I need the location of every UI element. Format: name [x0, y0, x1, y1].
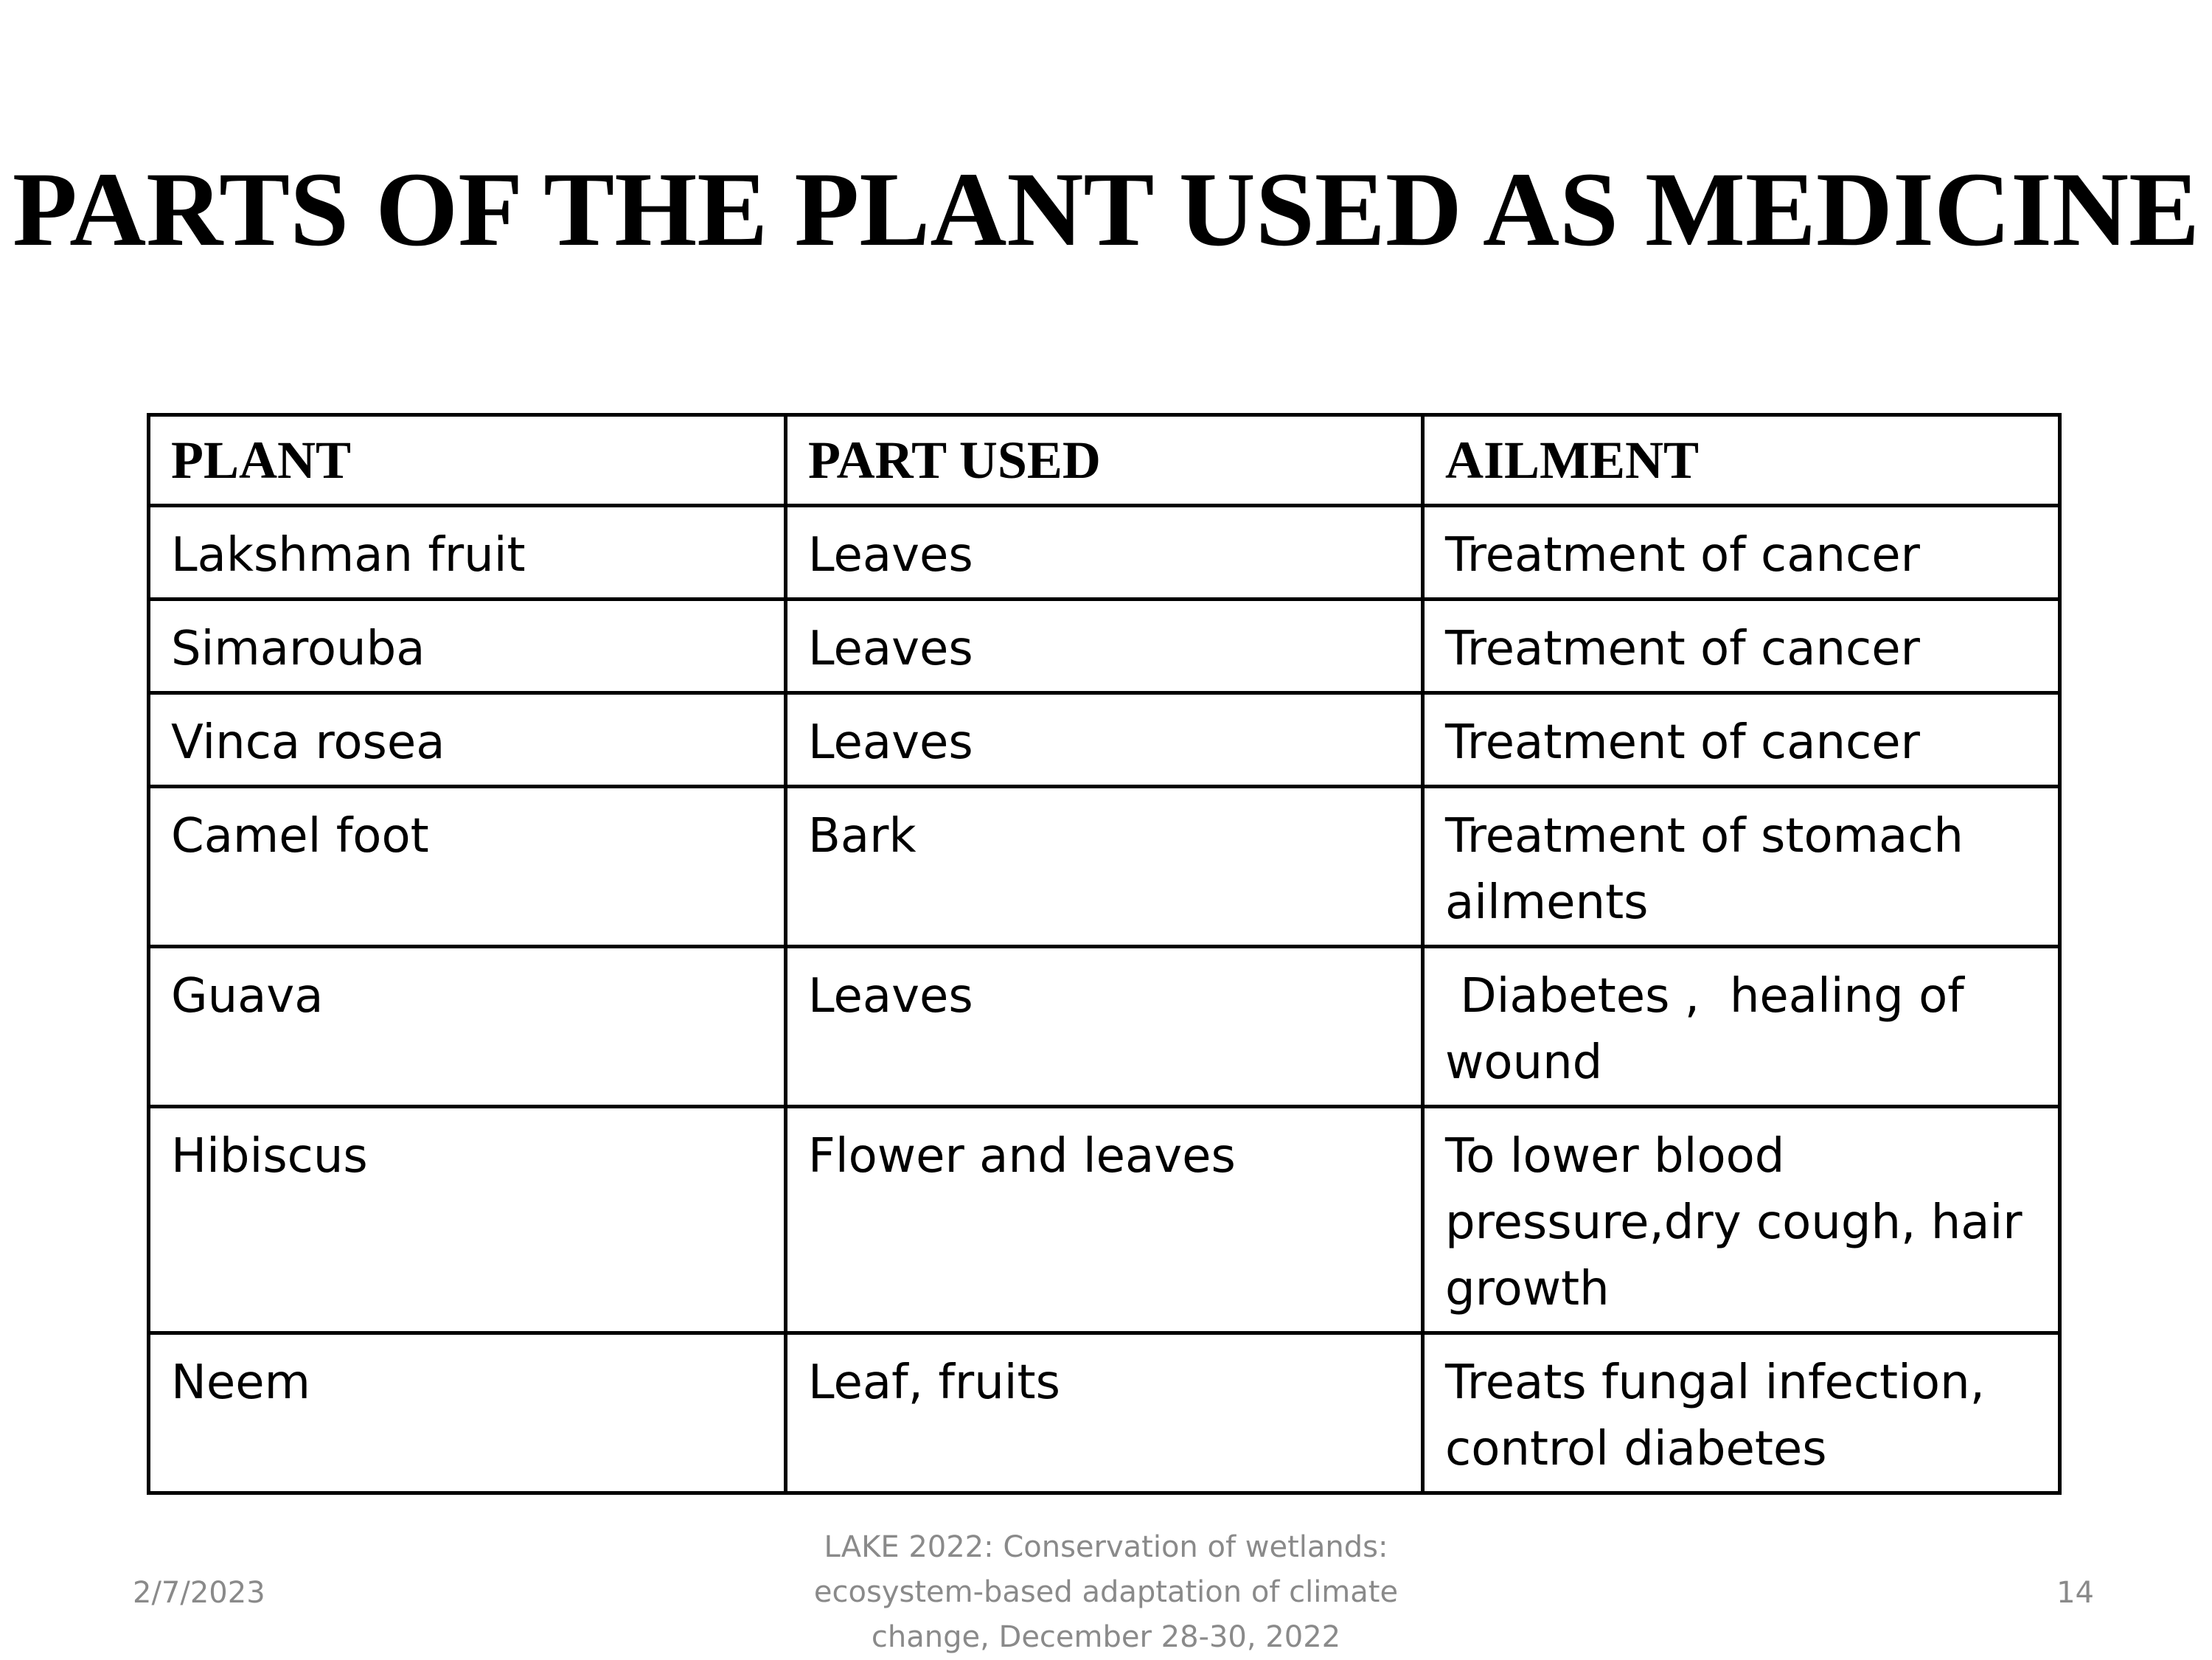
ailment: Treats fungal infection, control diabetes: [1445, 1355, 2000, 1476]
table-header-row: [149, 415, 2060, 506]
cell-plant: [149, 693, 786, 787]
part-used: Leaves: [808, 528, 973, 583]
cell-ailment: [1423, 506, 2060, 600]
table-row: [149, 947, 2060, 1107]
table-row: [149, 787, 2060, 947]
part-used: Leaves: [808, 715, 973, 770]
footer-event: [737, 1525, 1475, 1660]
cell-part-used: [786, 693, 1423, 787]
cell-part-used: [786, 1107, 1423, 1333]
part-used: Leaves: [808, 969, 973, 1024]
cell-ailment: [1423, 787, 2060, 947]
page-number: 14: [2056, 1576, 2094, 1610]
cell-plant: [149, 600, 786, 693]
cell-plant: [149, 947, 786, 1107]
cell-ailment: [1423, 693, 2060, 787]
ailment: Treatment of cancer: [1445, 528, 1920, 583]
table-row: [149, 1107, 2060, 1333]
cell-ailment: [1423, 600, 2060, 693]
cell-plant: [149, 787, 786, 947]
footer-event-line: change, December 28-30, 2022: [871, 1620, 1341, 1654]
footer-date: 2/7/2023: [133, 1576, 265, 1610]
plant-name: Simarouba: [171, 622, 425, 676]
table-row: [149, 600, 2060, 693]
table-row: [149, 506, 2060, 600]
plant-name: Hibiscus: [171, 1129, 368, 1184]
header-part-used: PART USED: [786, 415, 1423, 506]
ailment: Diabetes , healing of wound: [1445, 969, 1980, 1090]
part-used: Leaf, fruits: [808, 1355, 1060, 1410]
ailment: To lower blood pressure,dry cough, hair growth: [1445, 1129, 2037, 1316]
ailment: Treatment of cancer: [1445, 715, 1920, 770]
cell-part-used: [786, 1333, 1423, 1493]
plant-name: Neem: [171, 1355, 310, 1410]
cell-part-used: [786, 787, 1423, 947]
table-row: [149, 1333, 2060, 1493]
plant-name: Vinca rosea: [171, 715, 445, 770]
plant-name: Camel foot: [171, 809, 429, 864]
cell-plant: [149, 506, 786, 600]
part-used: Leaves: [808, 622, 973, 676]
cell-plant: [149, 1333, 786, 1493]
cell-ailment: [1423, 1333, 2060, 1493]
footer-event-line: ecosystem-based adaptation of climate: [813, 1575, 1399, 1609]
header-ailment: AILMENT: [1423, 415, 2060, 506]
plant-medicine-table: [147, 413, 2062, 1495]
ailment: Treatment of cancer: [1445, 622, 1920, 676]
part-used: Flower and leaves: [808, 1129, 1236, 1184]
cell-ailment: [1423, 947, 2060, 1107]
plant-name: Guava: [171, 969, 324, 1024]
cell-ailment: [1423, 1107, 2060, 1333]
cell-plant: [149, 1107, 786, 1333]
header-plant: PLANT: [149, 415, 786, 506]
part-used: Bark: [808, 809, 917, 864]
cell-part-used: [786, 947, 1423, 1107]
plant-name: Lakshman fruit: [171, 528, 526, 583]
footer-event-line: LAKE 2022: Conservation of wetlands:: [824, 1530, 1388, 1564]
table-row: [149, 693, 2060, 787]
ailment: Treatment of stomach ailments: [1445, 809, 1979, 930]
cell-part-used: [786, 506, 1423, 600]
slide-title: PARTS OF THE PLANT USED AS MEDICINE: [12, 151, 2200, 268]
cell-part-used: [786, 600, 1423, 693]
